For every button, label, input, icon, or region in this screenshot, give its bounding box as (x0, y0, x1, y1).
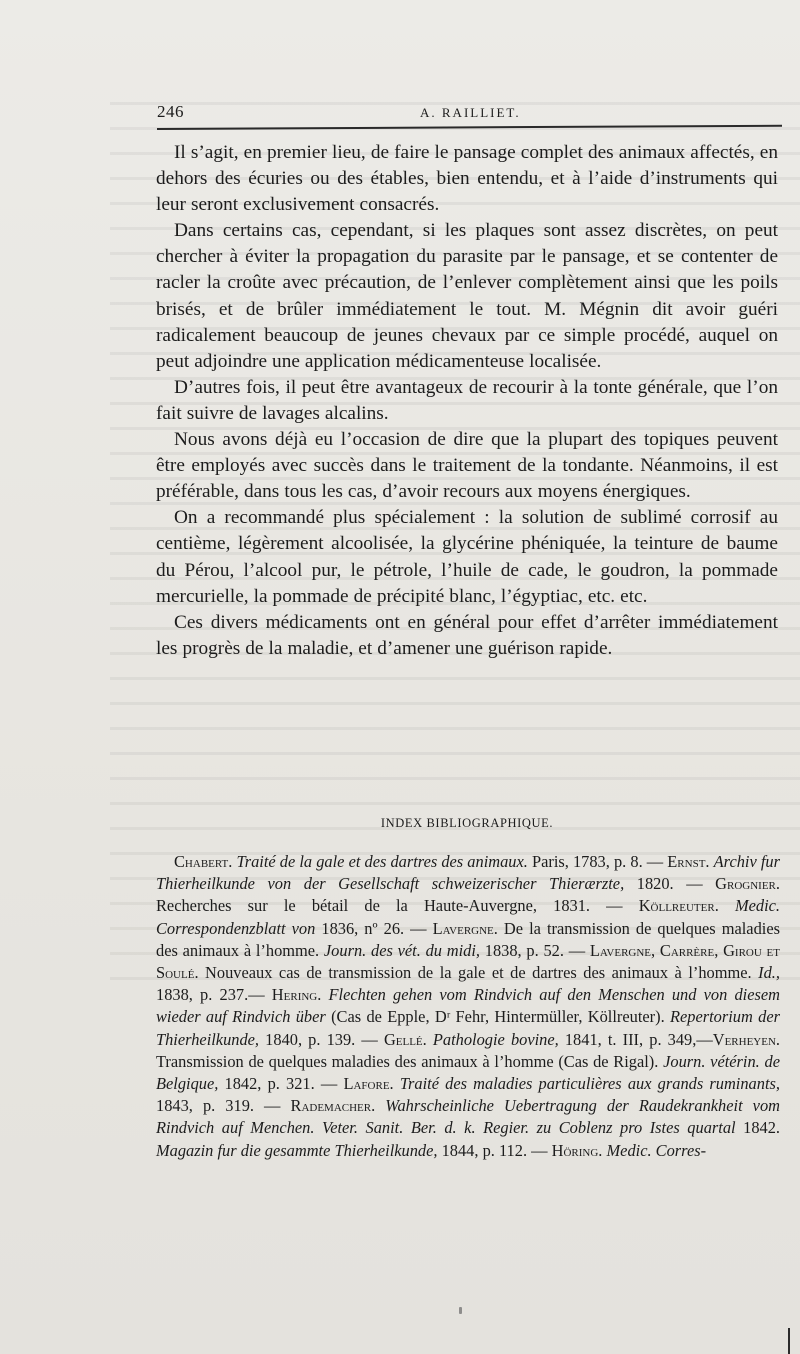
paragraph: On a recommandé plus spécialement : la solution de sublimé corrosif au centième, légèrement alcoolisée, la glycérine phéniquée, la teinture de baume du Pérou, l’alcool pur, le pétrole, l’huile de cade, le goudron, la pommade mercurielle, la pommade de précipité blanc, l’égyptiac, etc. etc. (156, 507, 778, 607)
bib-title: Id., (758, 963, 780, 983)
bib-title: Magazin fur die gesammte Thierheilkunde, (156, 1140, 438, 1160)
bib-details: 1842. (735, 1118, 781, 1138)
main-text (156, 140, 778, 662)
page-header (157, 102, 782, 128)
bib-author: Lafore. (343, 1074, 394, 1094)
bib-details: De la transmission de quelques maladies des animaux à l’homme. (156, 918, 780, 960)
bib-title: Flechten gehen vom Rindvich auf den Menschen und von diesem wieder auf Rindvich über (156, 985, 780, 1027)
paragraph: D’autres fois, il peut être avantageux de recourir à la tonte générale, que l’on fait suivre de lavages alcalins. (156, 376, 778, 424)
paragraph: Dans certains cas, cependant, si les plaques sont assez discrètes, on peut chercher à éviter la propagation du parasite par le pansage, et se contenter de racler la croûte avec précaution, de l’enlever complètement ainsi que les poils brisés, et de brûler immédiatement le tout. M. Mégnin dit avoir guéri radicalement beaucoup de jeunes chevaux par ce simple procédé, auquel on peut adjoindre une application médicamenteuse localisée. (156, 220, 778, 372)
bib-title: Wahrscheinliche Uebertragung der Raudekrankheit vom Rindvich auf Menchen. Veter. Sanit. Ber. d. k. Regier. zu Coblenz pro Istes quartal (156, 1096, 780, 1138)
page-number: 246 (157, 102, 184, 121)
bib-details: (Cas de Epple, Dʳ Fehr, Hintermüller, Köllreuter). (325, 1007, 665, 1027)
bib-title: Traité de la gale et des dartres des animaux. (236, 852, 528, 871)
bib-author: Köllreuter. (638, 896, 719, 916)
bib-author: Höring. (551, 1140, 603, 1160)
bib-title: Pathologie bovine, (432, 1029, 559, 1049)
bib-title: Archiv fur Thierheilkunde von der Gesellschaft schweizerischer Thierærzte, (156, 852, 780, 894)
bib-title: Journ. vétérin. de Belgique, (156, 1051, 780, 1094)
bib-details: 1838, p. 237. (156, 985, 249, 1005)
edge-mark (788, 1328, 790, 1354)
bib-author: Gellé. (383, 1029, 427, 1049)
bib-details: Recherches sur le bétail de la Haute-Auvergne, 1831. (156, 896, 591, 916)
running-title: A. RAILLIET. (420, 105, 521, 120)
bib-title: Medic. Correspondenzblatt von (156, 896, 781, 938)
bib-title: Medic. Corres- (606, 1140, 707, 1160)
bibliography-paragraph: Chabert. Traité de la gale et des dartres des animaux. Paris, 1783, p. 8. — Ernst. Archiv fur Thierheilkunde von der Gesellschaft schweizerischer Thierærzte, 1820. — Grognier. Recherches sur le bétail de la Haute-Auvergne, 1831. — Köllreuter. Medic. Correspondenzblatt von 1836, nº 26. — Lavergne. De la transmission de quelques maladies des animaux à l’homme. Journ. des vét. du midi, 1838, p. 52. — Lavergne, Carrère, Girou et Soulé. Nouveaux cas de transmission de la gale et de dartres des animaux à l’homme. Id., 1838, p. 237.— Hering. Flechten gehen vom Rindvich auf den Menschen und von diesem wieder auf Rindvich über (Cas de Epple, Dʳ Fehr, Hintermüller, Köllreuter). Repertorium der Thierheilkunde, 1840, p. 139. — Gellé. Pathologie bovine, 1841, t. III, p. 349,—Verheyen. Transmission de quelques maladies des animaux à l’homme (Cas de Rigal). Journ. vétérin. de Belgique, 1842, p. 321. — Lafore. Traité des maladies particulières aux grands ruminants, 1843, p. 319. — Rademacher. Wahrscheinliche Uebertragung der Raudekrankheit vom Rindvich auf Menchen. Veter. Sanit. Ber. d. k. Regier. zu Coblenz pro Istes quartal 1842. Magazin fur die gesammte Thierheilkunde, 1844, p. 112. — Höring. Medic. Corres- (156, 852, 781, 1160)
bib-details: 1840, p. 139. (259, 1029, 356, 1049)
paragraph: Nous avons déjà eu l’occasion de dire que la plupart des topiques peuvent être employés avec succès dans le traitement de la tondante. Néanmoins, il est préférable, dans tous les cas, d’avoir recours aux moyens énergiques. (156, 429, 778, 503)
bib-title: Traité des maladies particulières aux grands ruminants, (399, 1074, 780, 1094)
bib-title: Journ. des vét. du midi, (323, 940, 480, 960)
index-heading: INDEX BIBLIOGRAPHIQUE. (380, 816, 554, 830)
bib-author: Ernst. (667, 852, 710, 871)
bib-details: 1842, p. 321. (218, 1074, 315, 1094)
bib-details: 1841, t. III, p. 349, (558, 1029, 697, 1049)
bib-author: Verheyen. (712, 1029, 781, 1049)
bib-details: 1838, p. 52. (479, 940, 564, 960)
bib-author: Chabert. (174, 852, 233, 871)
bib-details: 1844, p. 112. (437, 1140, 528, 1160)
bib-details: 1820. (624, 874, 674, 894)
bib-author: Hering. (271, 985, 322, 1005)
bib-details: Paris, 1783, p. 8. (527, 852, 643, 871)
bib-author: Rademacher. (290, 1096, 376, 1116)
bib-author: Grognier. (715, 874, 780, 894)
bib-details: Nouveaux cas de transmission de la gale et de dartres des animaux à l’homme. (198, 963, 752, 983)
bib-author: Lavergne. (432, 918, 498, 938)
bib-details: 1836, nº 26. (315, 918, 405, 938)
bib-author: Lavergne, Carrère, Girou et Soulé. (156, 940, 780, 983)
paragraph: Il s’agit, en premier lieu, de faire le pansage complet des animaux affectés, en dehors des écuries ou des étables, bien entendu, et à l’aide d’instruments qui leur seront exclusivement consacrés. (156, 142, 778, 216)
bib-title: Repertorium der Thierheilkunde, (156, 1007, 780, 1049)
paragraph: Ces divers médicaments ont en général pour effet d’arrêter immédiatement les progrès de la maladie, et d’amener une guérison rapide. (156, 611, 778, 659)
ink-speck (459, 1307, 462, 1314)
bib-details: 1843, p. 319. (156, 1096, 254, 1116)
bib-details: Transmission de quelques maladies des animaux à l’homme (Cas de Rigal). (156, 1051, 659, 1071)
bibliography (156, 851, 780, 1162)
